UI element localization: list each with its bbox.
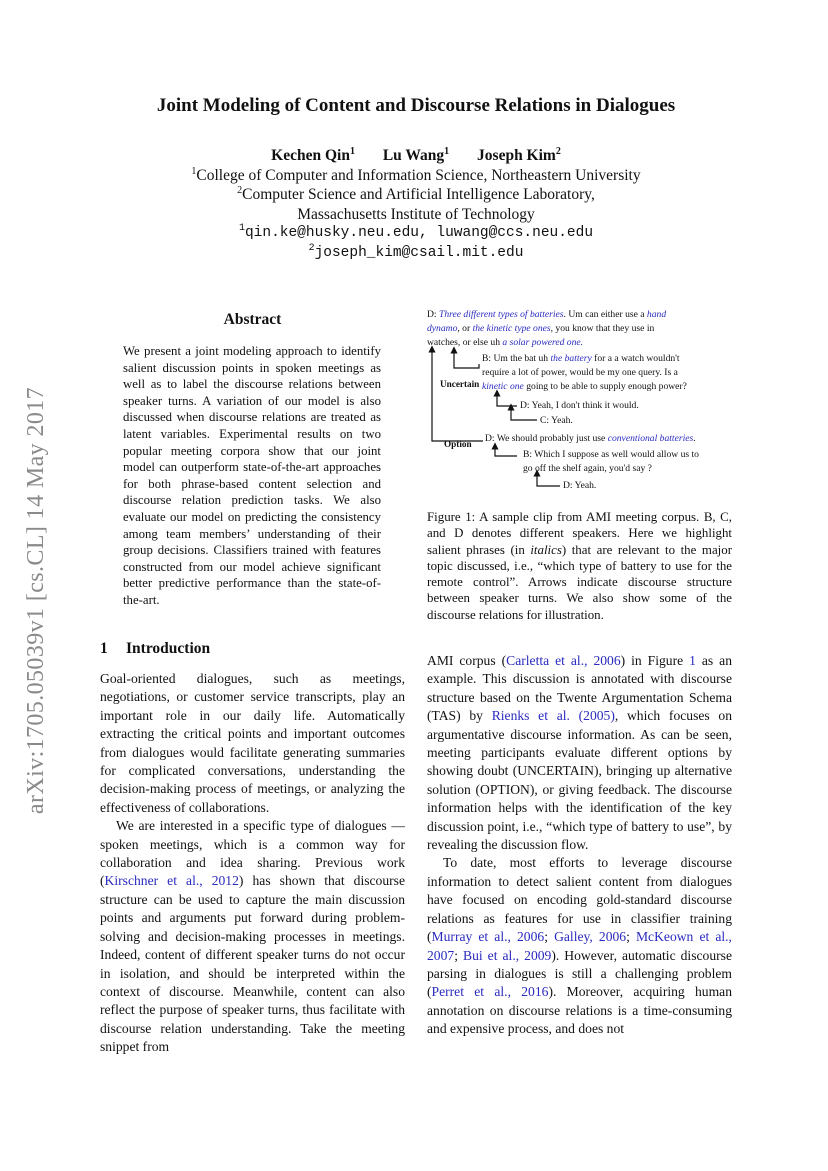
figure-caption: Figure 1: A sample clip from AMI meeting corpus. B, C, and D denotes different speakers. Here we highlight salient phrases (in italics) that are relevant to the major topic discussed, i.e., “which type of battery to use for the remote control”. Arrows indicate discourse structure between speaker turns. We also show some of the discourse relations for illustration. <box>427 510 732 622</box>
citation-link[interactable]: Kirschner et al., 2012 <box>104 873 239 889</box>
author: Lu Wang$^1$ <box>382 145 450 164</box>
paragraph: AMI corpus (Carletta et al., 2006) in Figure 1 as an example. This discussion is annotated with discourse structure based on the Twente Argumentation Schema (TAS) by Rienks et al. (2005), which focuses on argumentative discourse information. As can be seen, meeting participants evaluate different options by showing doubt (UNCERTAIN), bringing up alternative solution (OPTION), or giving feedback. The discourse information helps with the identification of the key discussion point, i.e., “which type of battery to use”, by revealing the discussion flow. <box>427 653 732 853</box>
right-column-body <box>427 652 732 1039</box>
arrow-uncertain <box>454 350 479 368</box>
dialogue-turn: D: Three different types of batteries. Um can either use a hand <box>427 309 667 320</box>
citation-link[interactable]: Perret et al., 2016 <box>431 984 549 1000</box>
dialogue-turn: D: Yeah, I don't think it would. <box>520 400 639 411</box>
intro-paragraph-2: We are interested in a specific type of dialogues — spoken meetings, which is a common way for collaboration and idea sharing. Previous work (Kirschner et al., 2012) has shown that discourse structure can be used to capture the main discussion points and arguments put forward during problem-solving and decision-making processes in meetings. Indeed, content of different speaker turns do not occur in isolation, and should be interpreted within the context of discourse. Meanwhile, content can also reflect the purpose of speaker turns, thus facilitate with discourse relation understanding. Take the meeting snippet from <box>100 818 405 1055</box>
dialogue-turn: B: Which I suppose as well would allow us to <box>523 449 699 460</box>
dialogue-line: require a lot of power, would be my one query. Is a <box>482 367 678 378</box>
dialogue-turn: D: Yeah. <box>563 480 597 491</box>
arrow-reply <box>495 446 517 456</box>
affiliation-1: $^1$College of Computer and Information Science, Northeastern University <box>191 165 641 184</box>
figure-1 <box>427 308 732 493</box>
relation-label-option: Option <box>444 439 472 449</box>
dialogue-line: watches, or else uh a solar powered one. <box>427 337 584 348</box>
citation-link[interactable]: McKeown et al., 2007 <box>427 929 732 963</box>
paper-title: Joint Modeling of Content and Discourse Relations in Dialogues <box>156 95 676 116</box>
intro-paragraph-1: Goal-oriented dialogues, such as meetings, negotiations, or customer service transcripts, play an important role in our daily life. Automatically extracting the critical points and important outcomes from dialogues would facilitate generating summaries for complicated conversations, understanding the decision-making process of meetings, or analyzing the effectiveness of collaborations. <box>100 671 405 815</box>
citation-link[interactable]: Carletta et al., 2006 <box>506 653 621 668</box>
author-names <box>100 146 732 166</box>
author: Kechen Qin$^1$ <box>271 145 355 164</box>
affiliation-2: $^2$Computer Science and Artificial Intelligence Laboratory, <box>237 185 595 204</box>
dialogue-turn: D: We should probably just use conventional batteries. <box>485 433 696 444</box>
author: Joseph Kim$^2$ <box>477 145 561 164</box>
abstract-heading: Abstract <box>223 311 282 328</box>
arxiv-id: arXiv:1705.05039v1 [cs.CL] 14 May 2017 <box>23 386 50 814</box>
citation-link[interactable]: Galley, 2006 <box>554 929 627 945</box>
section-heading <box>100 640 405 658</box>
email-1: $^1$qin.ke@husky.neu.edu, luwang@ccs.neu.edu <box>238 223 594 242</box>
citation-link[interactable]: Rienks et al. (2005) <box>491 708 615 724</box>
email-2: $^2$joseph_kim@csail.mit.edu <box>308 243 524 261</box>
section-title: Introduction <box>126 640 211 657</box>
citation-link[interactable]: Murray et al., 2006 <box>431 929 545 945</box>
figure-link[interactable]: 1 <box>689 653 696 668</box>
dialogue-turn: B: Um the bat uh the battery for a a watch wouldn't <box>482 353 680 364</box>
intro-body <box>100 670 405 1057</box>
affiliation-2-cont: Massachusetts Institute of Technology <box>297 205 535 223</box>
relation-label-uncertain: Uncertain <box>440 379 480 389</box>
dialogue-turn: C: Yeah. <box>540 415 573 426</box>
arrow-reply <box>497 393 517 406</box>
dialogue-line: go off the shelf again, you'd say ? <box>523 463 652 474</box>
arrow-option <box>432 349 483 441</box>
dialogue-line: kinetic one going to be able to supply enough power? <box>482 381 687 392</box>
abstract-text: We present a joint modeling approach to identify salient discussion points in spoken meetings as well as to label the discourse relations between speaker turns. A variation of our model is also discussed when discourse relations are treated as latent variables. Experimental results on two popular meeting corpora show that our joint model can outperform state-of-the-art approaches for both phrase-based content selection and discourse relation prediction tasks. We also evaluate our model on predicting the consistency among team members’ understanding of their group decisions. Classifiers trained with features constructed from our model achieve significant better predictive performance than the state-of-the-art. <box>123 344 381 607</box>
arxiv-stamp <box>14 345 60 855</box>
dialogue-line: dynamo, or the kinetic type ones, you know that they use in <box>427 323 655 334</box>
paragraph: To date, most efforts to leverage discourse information to detect salient content from dialogues have focused on encoding gold-standard discourse relations as features for use in classifier training (Murray et al., 2006; Galley, 2006; McKeown et al., 2007; Bui et al., 2009). However, automatic discourse parsing in dialogues is still a challenging problem (Perret et al., 2016). Moreover, acquiring human annotation on discourse relations is a time-consuming and expensive process, and does not <box>427 855 733 1037</box>
citation-link[interactable]: Bui et al., 2009 <box>463 947 552 963</box>
section-number: 1 <box>100 640 108 657</box>
author-block <box>100 146 732 264</box>
